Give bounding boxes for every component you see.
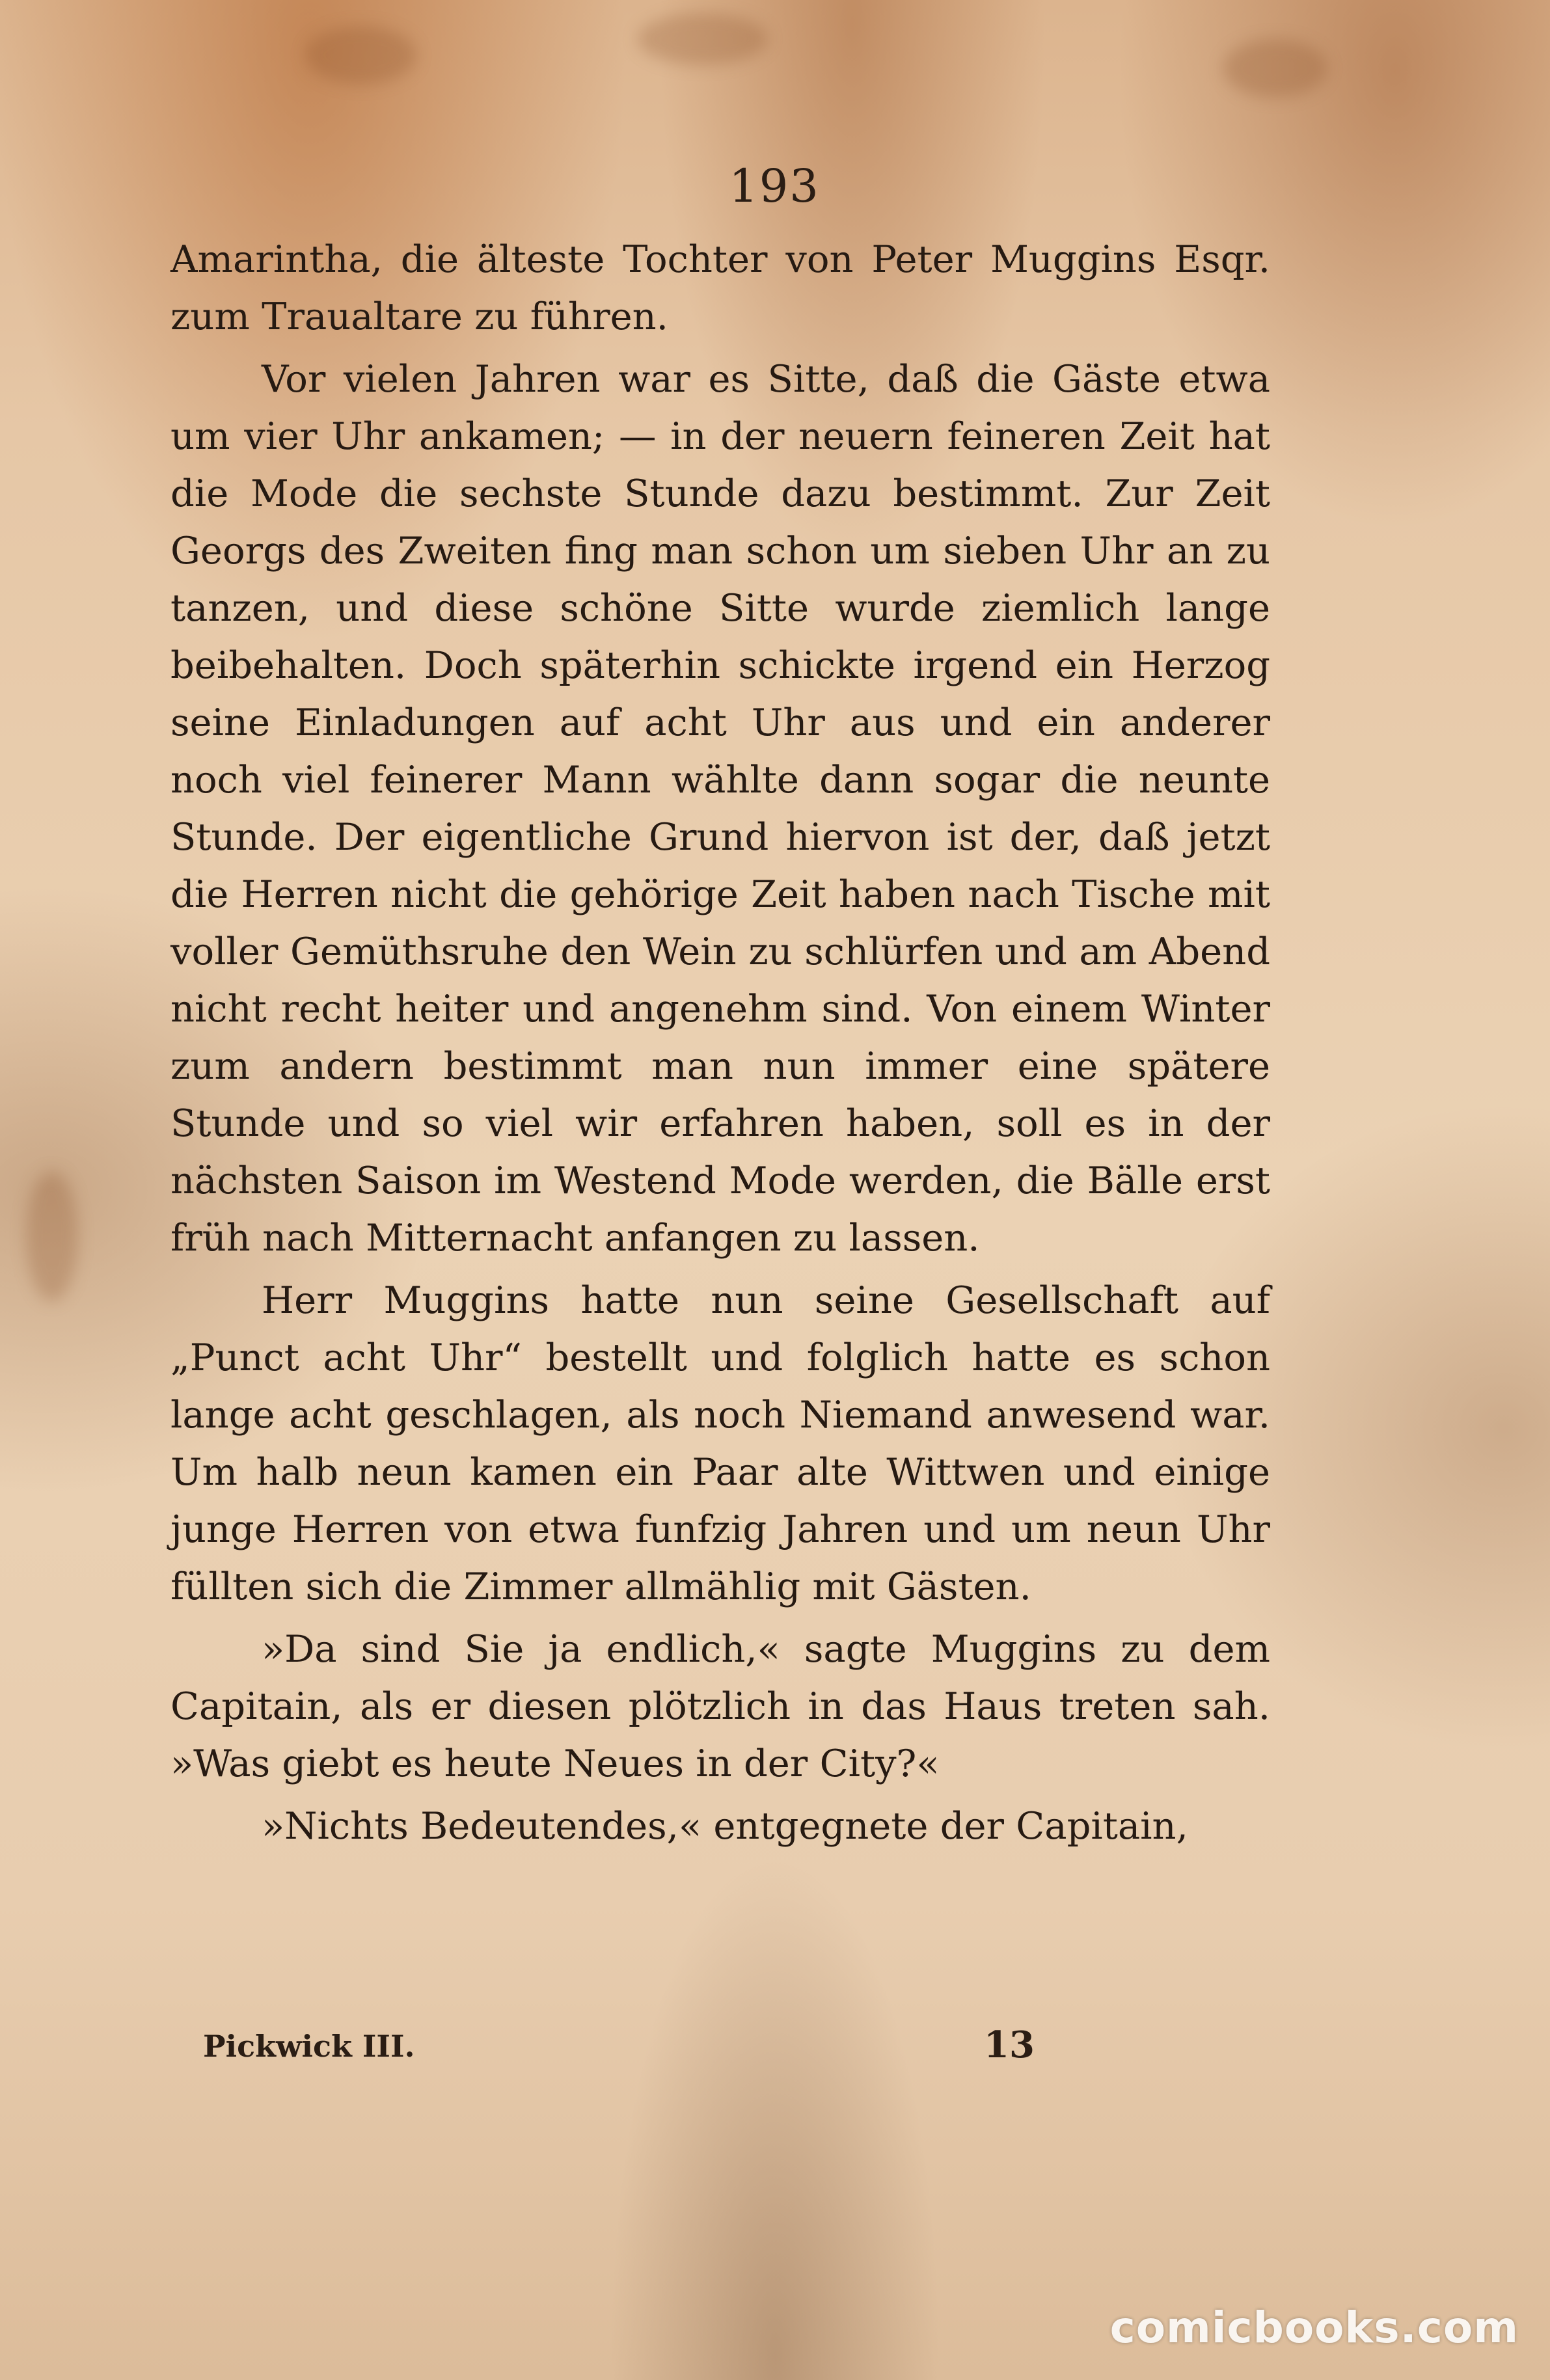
page-number: 193 bbox=[729, 159, 820, 213]
watermark: comicbooks.com bbox=[1109, 2303, 1519, 2353]
foxing-stain bbox=[26, 1171, 78, 1301]
foxing-stain bbox=[638, 13, 768, 65]
body-text bbox=[170, 231, 1270, 1855]
paragraph: Amarintha, die älteste Tochter von Peter Muggins Esqr. zum Traualtare zu führen. bbox=[170, 237, 1270, 338]
paragraph: Vor vielen Jahren war es Sitte, daß die Gäste etwa um vier Uhr ankamen; — in der neuern feineren Zeit hat die Mode die sechste Stunde dazu bestimmt. Zur Zeit Georgs des Zweiten fing man schon um sieben Uhr an zu tanzen, und diese schöne Sitte wurde ziemlich lange beibehalten. Doch späterhin schickte irgend ein Herzog seine Einladungen auf acht Uhr aus und ein anderer noch viel feinerer Mann wählte dann sogar die neunte Stunde. Der eigentliche Grund hiervon ist der, daß jetzt die Herren nicht die gehörige Zeit haben nach Tische mit voller Gemüthsruhe den Wein zu schlürfen und am Abend nicht recht heiter und angenehm sind. Von einem Winter zum andern bestimmt man nun immer eine spätere Stunde und so viel wir erfahren haben, soll es in der nächsten Saison im Westend Mode werden, die Bälle erst früh nach Mitternacht anfangen zu lassen. bbox=[170, 357, 1270, 1260]
paragraph: »Da sind Sie ja endlich,« sagte Muggins zu dem Capitain, als er diesen plötzlich in das Haus treten sah. »Was giebt es heute Neues in der City?« bbox=[170, 1627, 1270, 1785]
paragraph: Herr Muggins hatte nun seine Gesellschaft auf „Punct acht Uhr“ bestellt und folglich hatte es schon lange acht geschlagen, als noch Niemand anwesend war. Um halb neun kamen ein Paar alte Wittwen und einige junge Herren von etwa funfzig Jahren und um neun Uhr füllten sich die Zimmer allmählig mit Gästen. bbox=[170, 1278, 1270, 1608]
paragraph: »Nichts Bedeutendes,« entgegnete der Capitain, bbox=[262, 1804, 1188, 1848]
foxing-stain bbox=[1223, 39, 1327, 98]
signature-mark: Pickwick III. bbox=[203, 2029, 415, 2064]
foxing-stain bbox=[306, 26, 416, 85]
sheet-number: 13 bbox=[984, 2023, 1035, 2066]
